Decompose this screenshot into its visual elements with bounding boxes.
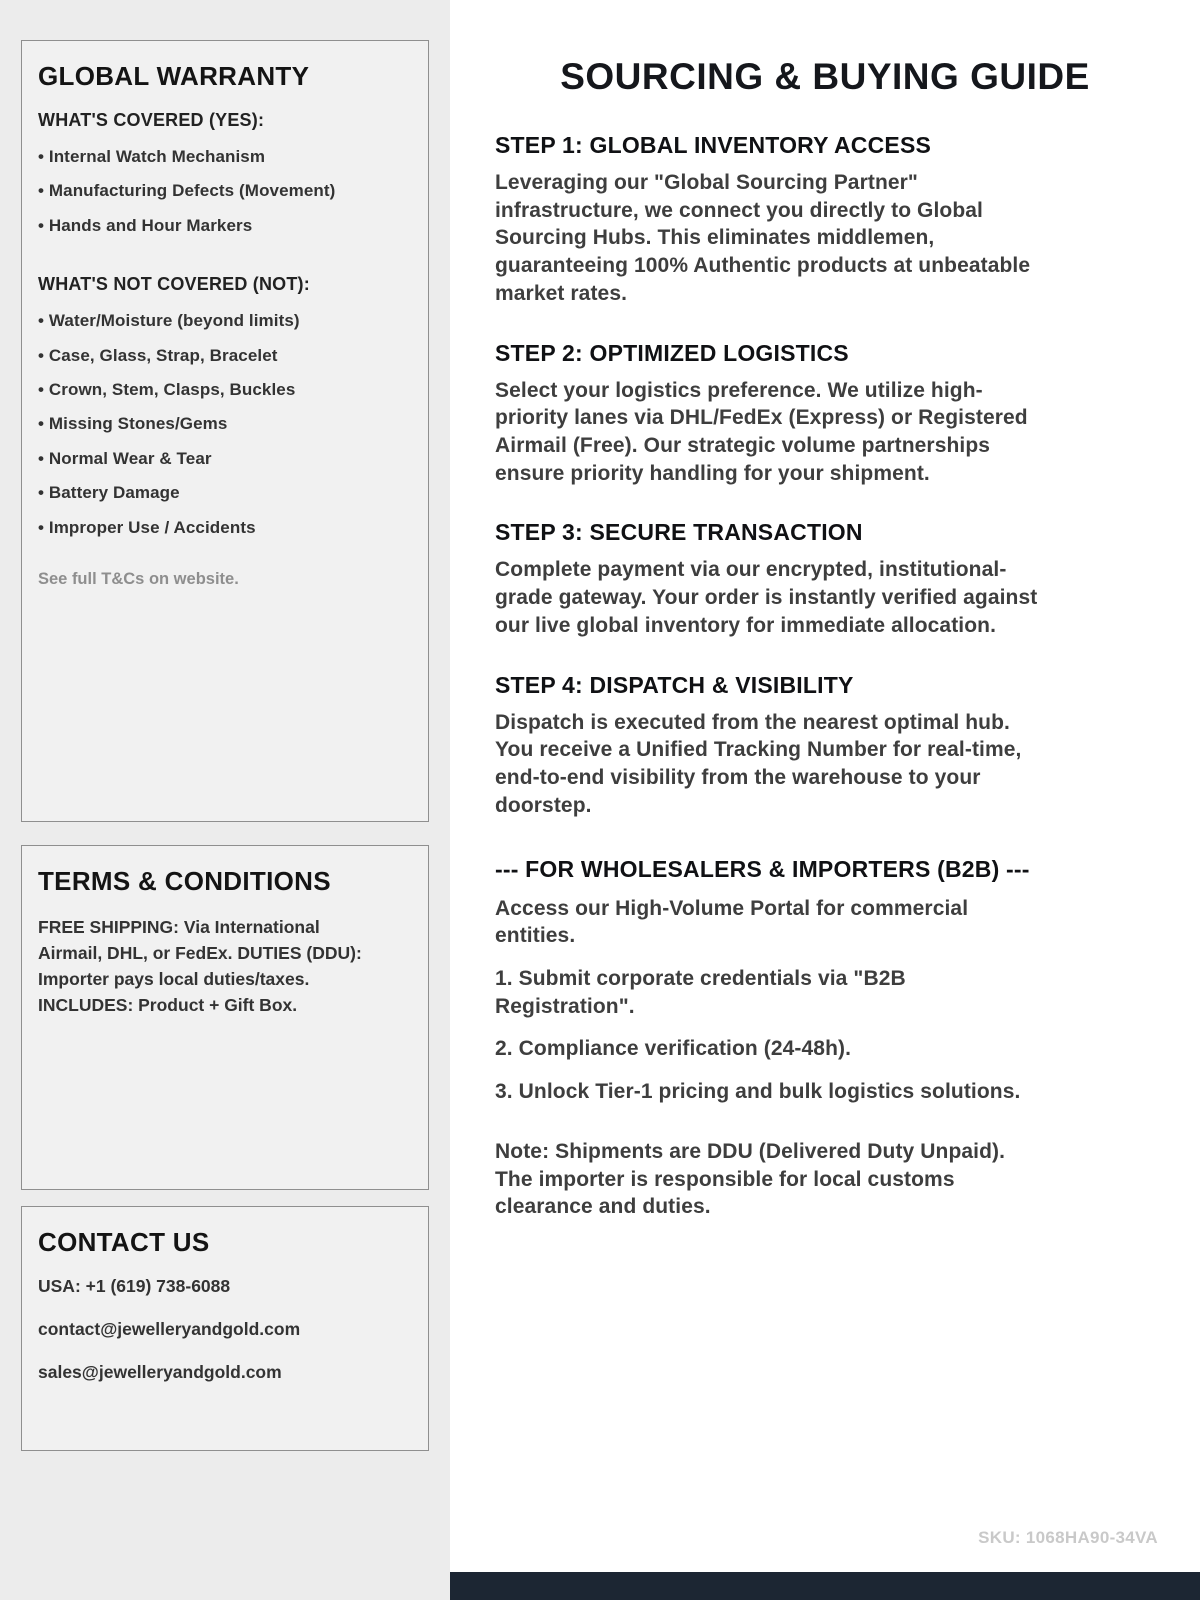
warranty-covered-item: • Hands and Hour Markers	[38, 216, 412, 236]
b2b-step-3: 3. Unlock Tier-1 pricing and bulk logistics solutions.	[495, 1080, 1021, 1104]
b2b-intro: Access our High-Volume Portal for commercial entities.	[495, 896, 969, 948]
warranty-not-covered-item: • Case, Glass, Strap, Bracelet	[38, 346, 412, 366]
step-4-heading: STEP 4: DISPATCH & VISIBILITY	[495, 671, 854, 698]
sku-label: SKU: 1068HA90-34VA	[978, 1528, 1158, 1547]
warranty-covered-item: • Internal Watch Mechanism	[38, 147, 412, 167]
step-1-body: Leveraging our "Global Sourcing Partner" infrastructure, we connect you directly to Global Sourcing Hubs. This eliminates middlemen, guaranteeing 100% Authentic products at unbeatable market rates.	[495, 171, 1031, 305]
contact-phone: USA: +1 (619) 738-6088	[38, 1276, 231, 1296]
contact-sales-email: sales@jewelleryandgold.com	[38, 1362, 282, 1382]
warranty-covered-title: WHAT'S COVERED (YES):	[38, 110, 265, 130]
step-4-body: Dispatch is executed from the nearest optimal hub. You receive a Unified Tracking Number for real-time, end-to-end visibility from the warehouse to your doorstep.	[495, 710, 1022, 817]
step-3-heading: STEP 3: SECURE TRANSACTION	[495, 519, 863, 546]
info-sidebar	[0, 0, 450, 1600]
contact-title: CONTACT US	[38, 1227, 210, 1257]
warranty-not-covered-item: • Crown, Stem, Clasps, Buckles	[38, 380, 412, 400]
warranty-not-covered-item: • Water/Moisture (beyond limits)	[38, 311, 412, 331]
page-title: SOURCING & BUYING GUIDE	[560, 56, 1090, 97]
warranty-covered-item: • Manufacturing Defects (Movement)	[38, 181, 412, 201]
terms-title: TERMS & CONDITIONS	[38, 866, 331, 896]
sourcing-guide	[450, 0, 1200, 1221]
terms-body: FREE SHIPPING: Via International Airmail, DHL, or FedEx. DUTIES (DDU): Importer pays local duties/taxes. INCLUDES: Product + Gift Box.	[38, 917, 362, 1015]
step-2-heading: STEP 2: OPTIMIZED LOGISTICS	[495, 339, 849, 366]
global-warranty-panel	[21, 40, 429, 822]
terms-panel	[21, 845, 429, 1190]
warranty-not-covered-item: • Missing Stones/Gems	[38, 414, 412, 434]
step-2-body: Select your logistics preference. We utilize high-priority lanes via DHL/FedEx (Express) or Registered Airmail (Free). Our strategic volume partnerships ensure priority handling for your shipment.	[495, 378, 1028, 485]
b2b-step-2: 2. Compliance verification (24-48h).	[495, 1037, 852, 1061]
step-3-body: Complete payment via our encrypted, institutional-grade gateway. Your order is instantly verified against our live global inventory for immediate allocation.	[495, 558, 1038, 637]
contact-panel	[21, 1206, 429, 1451]
footer-bar	[450, 1572, 1200, 1600]
b2b-heading: --- FOR WHOLESALERS & IMPORTERS (B2B) ---	[495, 855, 1030, 882]
warranty-not-covered-title: WHAT'S NOT COVERED (NOT):	[38, 274, 310, 295]
contact-email: contact@jewelleryandgold.com	[38, 1319, 301, 1339]
warranty-title: GLOBAL WARRANTY	[38, 61, 310, 91]
warranty-footnote: See full T&Cs on website.	[38, 569, 239, 588]
ddu-note: Note: Shipments are DDU (Delivered Duty Unpaid). The importer is responsible for local customs clearance and duties.	[495, 1139, 1006, 1219]
warranty-not-covered-item: • Normal Wear & Tear	[38, 449, 412, 469]
warranty-not-covered-item: • Battery Damage	[38, 483, 412, 503]
step-1-heading: STEP 1: GLOBAL INVENTORY ACCESS	[495, 132, 932, 158]
b2b-step-1: 1. Submit corporate credentials via "B2B Registration".	[495, 966, 906, 1018]
warranty-not-covered-item: • Improper Use / Accidents	[38, 518, 412, 538]
